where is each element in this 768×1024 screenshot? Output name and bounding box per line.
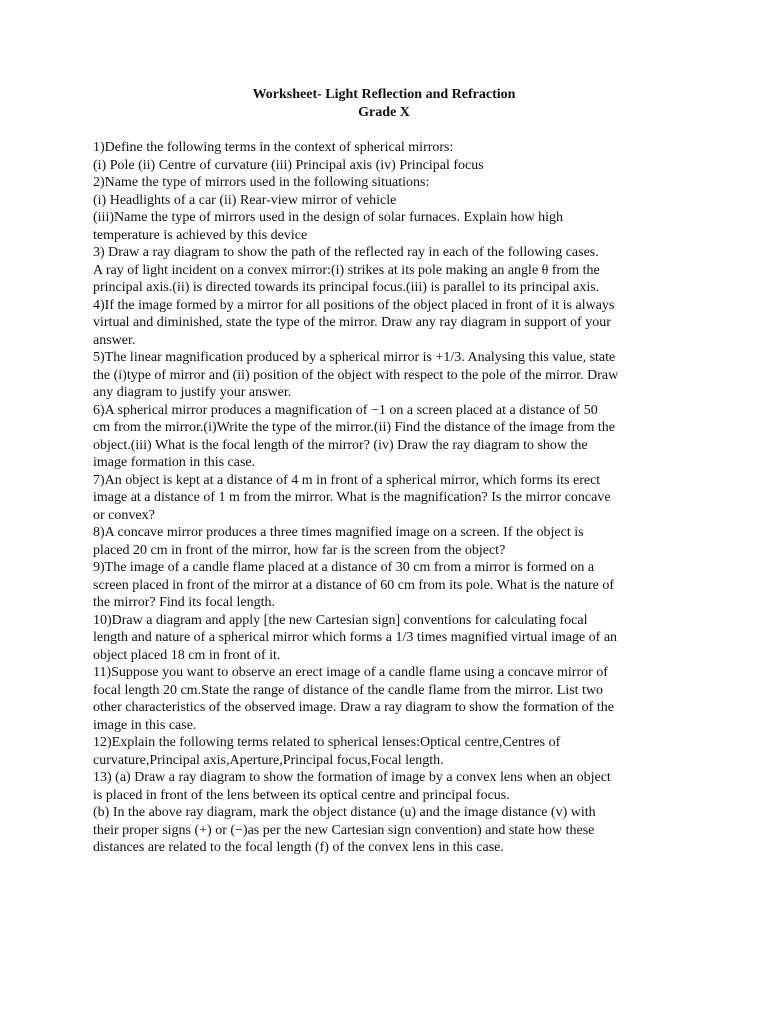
text-line: (i) Headlights of a car (ii) Rear-view mirror of vehicle: [93, 192, 397, 208]
text-line: 10)Draw a diagram and apply [the new Cartesian sign] conventions for calculating focal: [93, 612, 588, 628]
text-line: 8)A concave mirror produces a three times magnified image on a screen. If the object is: [93, 525, 584, 540]
text-line: image formation in this case.: [93, 455, 256, 470]
text-line: 13) (a) Draw a ray diagram to show the formation of image by a convex lens when an object: [93, 770, 611, 785]
text-line: 3) Draw a ray diagram to show the path of the reflected ray in each of the following cases.: [93, 245, 599, 260]
text-line: virtual and diminished, state the type of the mirror. Draw any ray diagram in support of your: [93, 315, 611, 330]
text-line: 7)An object is kept at a distance of 4 m in front of a spherical mirror, which forms its erect: [93, 472, 601, 488]
text-line: 4)If the image formed by a mirror for all positions of the object placed in front of it is always: [93, 297, 615, 313]
text-line: placed 20 cm in front of the mirror, how far is the screen from the object?: [93, 542, 506, 558]
text-line: screen placed in front of the mirror at a distance of 60 cm from its pole. What is the nature of: [93, 577, 615, 593]
text-line: object.(iii) What is the focal length of the mirror? (iv) Draw the ray diagram to show the: [93, 437, 588, 453]
text-line: 5)The linear magnification produced by a spherical mirror is +1/3. Analysing this value, state: [93, 350, 616, 365]
text-line: (iii)Name the type of mirrors used in the design of solar furnaces. Explain how high: [93, 210, 564, 225]
text-line: 9)The image of a candle flame placed at a distance of 30 cm from a mirror is formed on a: [93, 560, 595, 575]
text-line: the (i)type of mirror and (ii) position of the object with respect to the pole of the mirror. Draw: [93, 367, 619, 383]
text-line: the mirror? Find its focal length.: [93, 595, 275, 610]
text-line: is placed in front of the lens between its optical centre and principal focus.: [93, 787, 510, 803]
title-block: [0, 86, 768, 121]
text-line: image in this case.: [93, 717, 197, 733]
text-line: curvature,Principal axis,Aperture,Principal focus,Focal length.: [93, 752, 444, 768]
text-line: distances are related to the focal length (f) of the convex lens in this case.: [93, 840, 504, 855]
text-line: any diagram to justify your answer.: [93, 385, 292, 400]
text-line: answer.: [93, 332, 136, 348]
worksheet-title: Worksheet- Light Reflection and Refraction: [252, 87, 516, 102]
text-line: focal length 20 cm.State the range of distance of the candle flame from the mirror. List two: [93, 682, 604, 698]
text-line: object placed 18 cm in front of it.: [93, 647, 281, 663]
text-line: 6)A spherical mirror produces a magnification of −1 on a screen placed at a distance of 50: [93, 402, 598, 418]
grade-label: Grade X: [358, 104, 410, 120]
text-line: principal axis.(ii) is directed towards its principal focus.(iii) is parallel to its principal axis.: [93, 280, 600, 295]
text-line: or convex?: [93, 507, 155, 523]
text-line: temperature is achieved by this device: [93, 227, 308, 243]
text-line: 12)Explain the following terms related to spherical lenses:Optical centre,Centres of: [93, 735, 561, 750]
text-line: cm from the mirror.(i)Write the type of the mirror.(ii) Find the distance of the image from the: [93, 420, 615, 435]
question-list: [93, 139, 685, 857]
text-line: 2)Name the type of mirrors used in the following situations:: [93, 175, 430, 190]
text-line: other characteristics of the observed image. Draw a ray diagram to show the formation of the: [93, 700, 614, 715]
text-line: their proper signs (+) or (−)as per the new Cartesian sign convention) and state how these: [93, 822, 595, 838]
text-line: length and nature of a spherical mirror which forms a 1/3 times magnified virtual image of an: [93, 630, 618, 645]
text-line: 1)Define the following terms in the context of spherical mirrors:: [93, 140, 454, 155]
text-line: 11)Suppose you want to observe an erect image of a candle flame using a concave mirror of: [93, 665, 608, 680]
text-line: image at a distance of 1 m from the mirror. What is the magnification? Is the mirror concave: [93, 490, 611, 505]
text-line: A ray of light incident on a convex mirror:(i) strikes at its pole making an angle θ from the: [93, 262, 600, 278]
text-line: (i) Pole (ii) Centre of curvature (iii) Principal axis (iv) Principal focus: [93, 157, 484, 173]
text-line: (b) In the above ray diagram, mark the object distance (u) and the image distance (v) with: [93, 805, 596, 820]
